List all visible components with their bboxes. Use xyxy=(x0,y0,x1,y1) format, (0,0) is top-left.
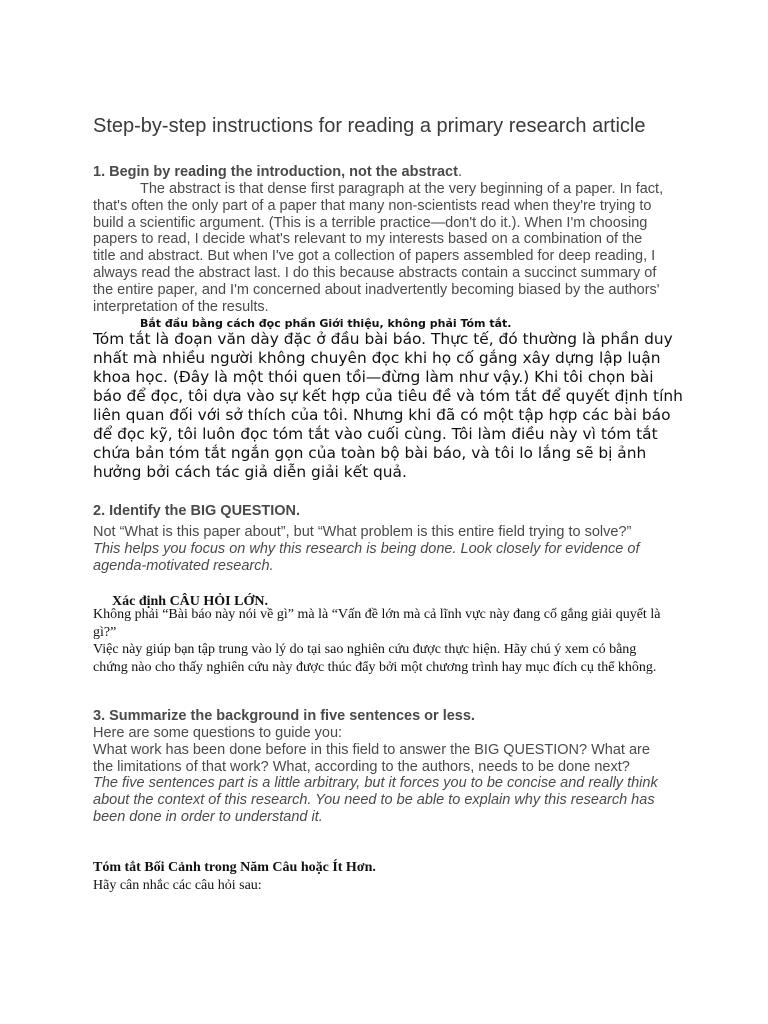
section-2-vn-heading: Xác định CÂU HỎI LỚN. xyxy=(112,594,268,609)
section-2-italic: This helps you focus on why this research is being done. Look closely for evidence of agenda-motivated research. xyxy=(93,540,640,574)
section-3 xyxy=(93,708,668,826)
section-2-body: Not “What is this paper about”, but “What problem is this entire field trying to solve?” xyxy=(93,524,632,540)
section-1-vn-body: Tóm tắt là đoạn văn dày đặc ở đầu bài báo. Thực tế, đó thường là phần duy nhất mà nhiều người không chuyên đọc khi họ cố gắng xây dựng lập luận khoa học. (Đây là một thói quen tồi—đừng làm như vậy.) Khi tôi chọn bài báo để đọc, tôi dựa vào sự kết hợp của tiêu đề và tóm tắt để quyết định tính liên quan đối với sở thích của tôi. Nhưng khi đã có một tập hợp các bài báo để đọc kỹ, tôi luôn đọc tóm tắt vào cuối cùng. Tôi làm điều này vì tóm tắt chứa bản tóm tắt ngắn gọn của toàn bộ bài báo, và tôi lo lắng sẽ bị ảnh hưởng bởi cách tác giả diễn giải kết quả. xyxy=(93,330,683,481)
section-1 xyxy=(93,164,673,315)
section-1-heading-text: 1. Begin by reading the introduction, not the abstract xyxy=(93,164,458,180)
section-1-body: The abstract is that dense first paragraph at the very beginning of a paper. In fact, that's often the only part of a paper that many non-scientists read when they're trying to build a scientific argument. (This is a terrible practice—don't do it.). When I'm choosing papers to read, I decide what's relevant to my interests based on a combination of the title and abstract. But when I've got a collection of papers assembled for deep reading, I always read the abstract last. I do this because abstracts contain a succinct summary of the entire paper, and I'm concerned about inadvertently becoming biased by the authors' interpretation of the results. xyxy=(93,181,664,315)
section-2-vn-body-2: Việc này giúp bạn tập trung vào lý do tại sao nghiên cứu được thực hiện. Hãy chú ý xem có bằng chứng nào cho thấy nghiên cứu này được thúc đẩy bởi một chương trình hay mục đích cụ thể không. xyxy=(93,642,657,675)
section-3-italic: The five sentences part is a little arbitrary, but it forces you to be concise and really think about the context of this research. You need to be able to explain why this research has been done in order to understand it. xyxy=(93,775,658,825)
section-1-vn-heading: Bắt đầu bằng cách đọc phần Giới thiệu, không phải Tóm tắt. xyxy=(140,317,512,330)
section-3-heading: 3. Summarize the background in five sentences or less. xyxy=(93,708,475,724)
section-2-heading: 2. Identify the BIG QUESTION. xyxy=(93,503,301,519)
section-2-vn-body-1: Không phải “Bài báo này nói về gì” mà là “Vấn đề lớn mà cả lĩnh vực này đang cố gắng giải quyết là gì?” xyxy=(93,607,661,640)
section-3-vn-heading: Tóm tắt Bối Cảnh trong Năm Câu hoặc Ít Hơn. xyxy=(93,860,376,875)
section-1-heading xyxy=(93,164,673,181)
page-title: Step-by-step instructions for reading a primary research article xyxy=(93,115,646,137)
section-1-heading-period: . xyxy=(457,164,462,180)
section-2 xyxy=(93,503,678,574)
section-3-intro: Here are some questions to guide you: xyxy=(93,725,343,741)
section-3-vn-intro: Hãy cân nhắc các câu hỏi sau: xyxy=(93,877,262,893)
section-3-questions: What work has been done before in this field to answer the BIG QUESTION? What are the limitations of that work? What, according to the authors, needs to be done next? xyxy=(93,741,650,775)
section-2-vn-body xyxy=(93,606,665,676)
section-3-vn xyxy=(93,859,673,894)
